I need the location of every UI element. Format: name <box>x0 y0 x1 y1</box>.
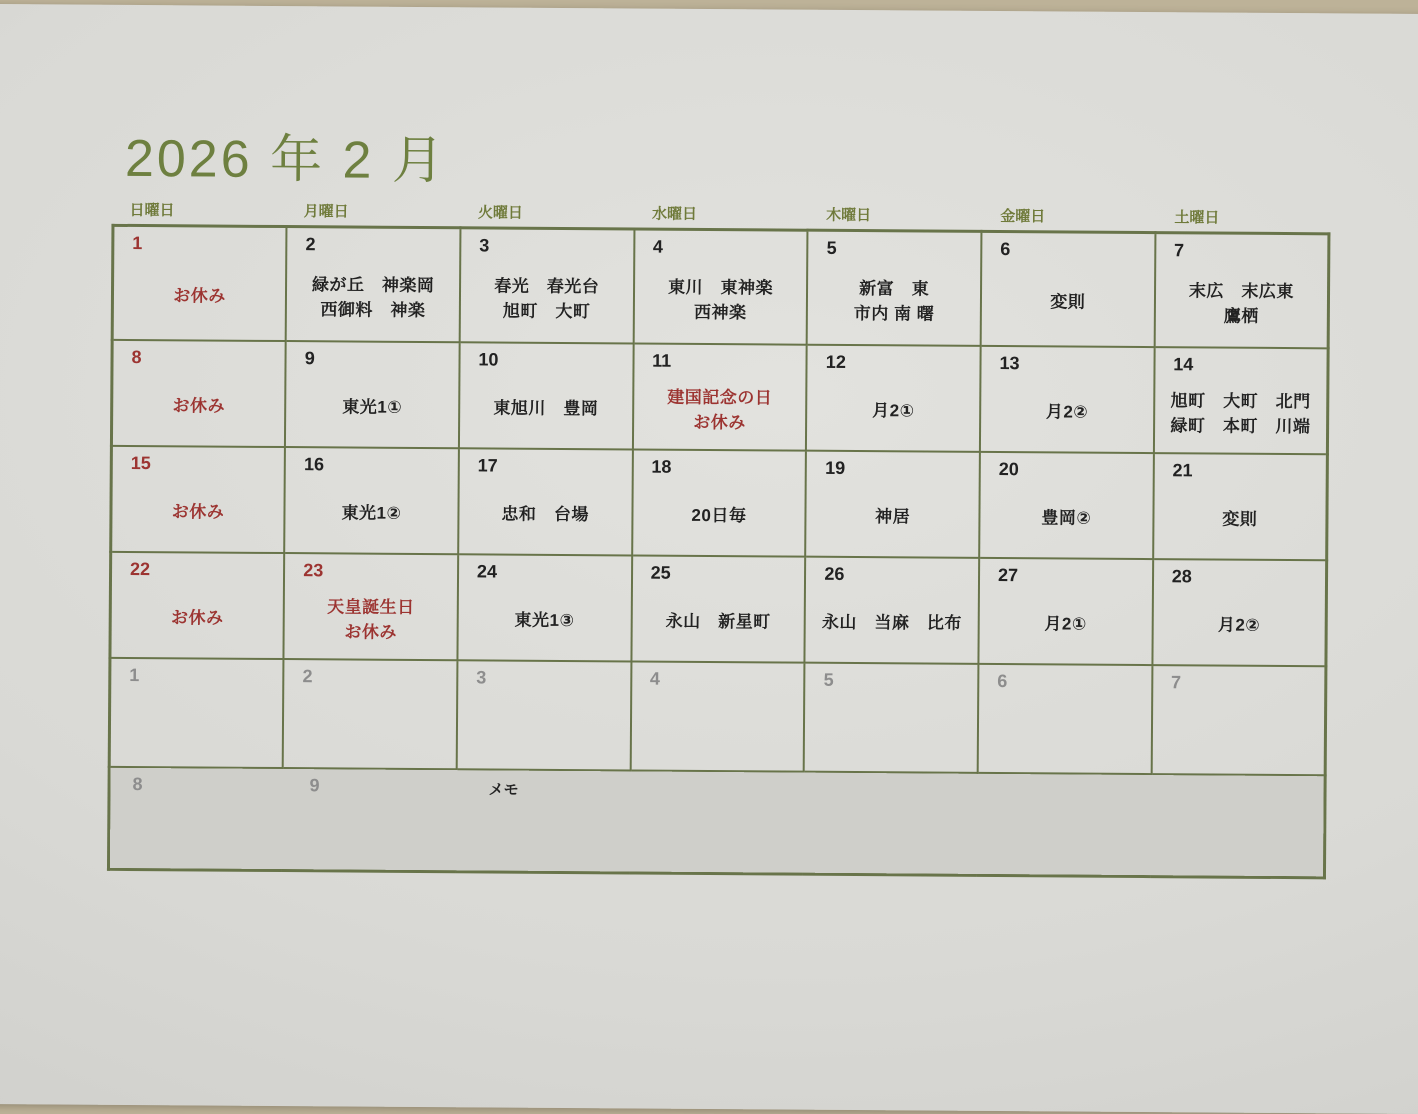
calendar-week-row <box>112 225 1329 348</box>
day-number: 6 <box>997 671 1008 692</box>
calendar-cell-next-6 <box>978 664 1152 774</box>
cell-schedule: 月2② <box>1217 615 1261 636</box>
cell-schedule: お休み <box>173 286 226 306</box>
day-number: 24 <box>476 561 498 582</box>
day-number: 2 <box>302 666 313 687</box>
calendar-week-row <box>111 340 1328 454</box>
day-number: 27 <box>998 565 1019 586</box>
day-number: 9 <box>304 348 315 369</box>
calendar-cell-3 <box>460 228 634 344</box>
day-number: 12 <box>825 351 846 372</box>
cell-schedule: 忠和 台場 <box>501 504 590 525</box>
cell-schedule: 東光1① <box>342 397 403 418</box>
cell-schedule: 旭町 大町 北門 緑町 本町 川端 <box>1170 390 1311 437</box>
next-month-day-9: 9 <box>309 775 320 796</box>
day-number: 4 <box>649 668 661 689</box>
calendar-cell-next-1 <box>109 658 283 768</box>
day-number: 14 <box>1173 354 1194 375</box>
cell-schedule: お休み <box>172 396 226 416</box>
calendar-cell-6 <box>981 231 1155 347</box>
day-number: 5 <box>823 669 834 690</box>
calendar-cell-21 <box>1153 453 1328 560</box>
cell-schedule: 新富 東 市内 南 曙 <box>853 278 935 324</box>
day-number: 20 <box>998 459 1019 480</box>
cell-schedule: 豊岡② <box>1041 508 1092 528</box>
calendar-cell-17 <box>458 448 632 555</box>
day-number: 16 <box>303 454 325 475</box>
day-number: 13 <box>999 353 1020 374</box>
calendar-cell-next-5 <box>804 663 978 773</box>
calendar-cell-11 <box>633 343 807 450</box>
day-number: 8 <box>131 346 142 368</box>
memo-row <box>108 767 1325 878</box>
day-number: 1 <box>129 664 140 686</box>
day-number: 10 <box>478 349 499 370</box>
calendar-cell-1 <box>112 225 286 341</box>
day-number: 6 <box>1000 239 1011 260</box>
weekday-saturday: 土曜日 <box>1174 209 1220 227</box>
cell-schedule: 永山 新星町 <box>665 611 771 632</box>
day-number: 22 <box>130 558 151 580</box>
paper-sheet <box>0 4 1418 1114</box>
calendar-cell-next-4 <box>630 661 804 771</box>
calendar-cell-7 <box>1154 233 1329 349</box>
calendar-cell-12 <box>806 345 980 452</box>
cell-schedule: 東川 東神楽 西神楽 <box>667 277 774 323</box>
cell-schedule: 東旭川 豊岡 <box>493 398 599 419</box>
calendar-cell-16 <box>284 447 458 554</box>
day-number: 23 <box>303 560 324 581</box>
calendar-week-row <box>109 658 1326 775</box>
cell-schedule: 春光 春光台 旭町 大町 <box>494 276 600 322</box>
calendar-cell-23 <box>284 553 458 660</box>
calendar-cell-2 <box>286 227 460 343</box>
calendar-cell-next-3 <box>457 660 631 770</box>
cell-schedule: 月2② <box>1045 402 1089 422</box>
day-number: 19 <box>825 457 846 478</box>
cell-schedule: 変則 <box>1222 509 1258 530</box>
cell-schedule: お休み <box>171 608 224 628</box>
day-number: 3 <box>476 667 487 688</box>
cell-schedule: 20日毎 <box>691 506 747 526</box>
weekday-monday: 月曜日 <box>303 203 349 221</box>
calendar-cell-9 <box>285 341 459 448</box>
cell-schedule: 建国記念の日 お休み <box>667 387 773 433</box>
day-number: 28 <box>1171 566 1192 587</box>
cell-schedule: 緑が丘 神楽岡 西御料 神楽 <box>311 274 435 321</box>
day-number: 11 <box>652 350 672 371</box>
calendar-week-row <box>110 552 1327 666</box>
calendar-cell-22 <box>110 552 284 659</box>
cell-schedule: 天皇誕生日 お休み <box>327 596 415 642</box>
calendar-cell-19 <box>805 451 979 558</box>
weekday-sunday: 日曜日 <box>129 201 175 220</box>
calendar-cell-20 <box>979 452 1153 559</box>
weekday-tuesday: 火曜日 <box>477 204 523 222</box>
cell-schedule: 末広 末広東 鷹栖 <box>1188 280 1294 326</box>
day-number: 26 <box>824 563 845 584</box>
day-number: 25 <box>650 562 671 583</box>
calendar-cell-13 <box>980 346 1154 453</box>
calendar-cell-24 <box>457 554 631 661</box>
calendar-cell-10 <box>459 342 633 449</box>
calendar-week-row <box>111 446 1328 560</box>
day-number: 7 <box>1170 672 1182 693</box>
day-number: 17 <box>477 455 498 476</box>
memo-label: メモ <box>488 781 519 799</box>
calendar-cell-28 <box>1152 559 1327 666</box>
cell-schedule: 神居 <box>875 507 911 527</box>
day-number: 2 <box>305 234 316 255</box>
calendar-cell-25 <box>631 555 805 662</box>
day-number: 4 <box>652 236 664 257</box>
calendar-cell-5 <box>807 230 981 346</box>
weekday-wednesday: 水曜日 <box>651 205 698 223</box>
calendar-grid <box>107 224 1330 879</box>
calendar-cell-8 <box>111 340 285 447</box>
day-number: 18 <box>651 456 672 477</box>
calendar-cell-15 <box>111 446 285 553</box>
weekday-thursday: 木曜日 <box>826 206 872 225</box>
day-number: 15 <box>130 452 151 474</box>
calendar-weeks-body <box>109 225 1329 775</box>
calendar-cell-27 <box>978 558 1152 665</box>
day-number: 21 <box>1172 460 1193 481</box>
cell-schedule: 月2① <box>1044 614 1087 634</box>
calendar-cell-next-7 <box>1151 665 1326 775</box>
memo-cell <box>108 767 1325 878</box>
cell-schedule: お休み <box>171 502 225 522</box>
weekday-header-row <box>112 199 1331 229</box>
day-number: 7 <box>1173 240 1185 261</box>
calendar-cell-18 <box>632 449 806 556</box>
cell-schedule: 東光1② <box>341 503 402 524</box>
next-month-day-8: 8 <box>132 773 143 795</box>
calendar-cell-next-2 <box>283 659 457 769</box>
calendar-cell-4 <box>633 229 807 345</box>
cell-schedule: 変則 <box>1050 292 1086 312</box>
cell-schedule: 東光1③ <box>514 610 575 631</box>
memo-body <box>108 767 1325 878</box>
day-number: 3 <box>479 235 490 256</box>
weekday-friday: 金曜日 <box>1000 208 1046 226</box>
calendar-cell-14 <box>1154 347 1329 454</box>
calendar-title: 2026 年 2 月 <box>124 129 448 191</box>
cell-schedule: 永山 当麻 比布 <box>821 613 962 634</box>
cell-schedule: 月2① <box>872 401 915 421</box>
calendar-cell-26 <box>805 557 979 664</box>
day-number: 1 <box>132 232 143 254</box>
day-number: 5 <box>826 237 837 258</box>
